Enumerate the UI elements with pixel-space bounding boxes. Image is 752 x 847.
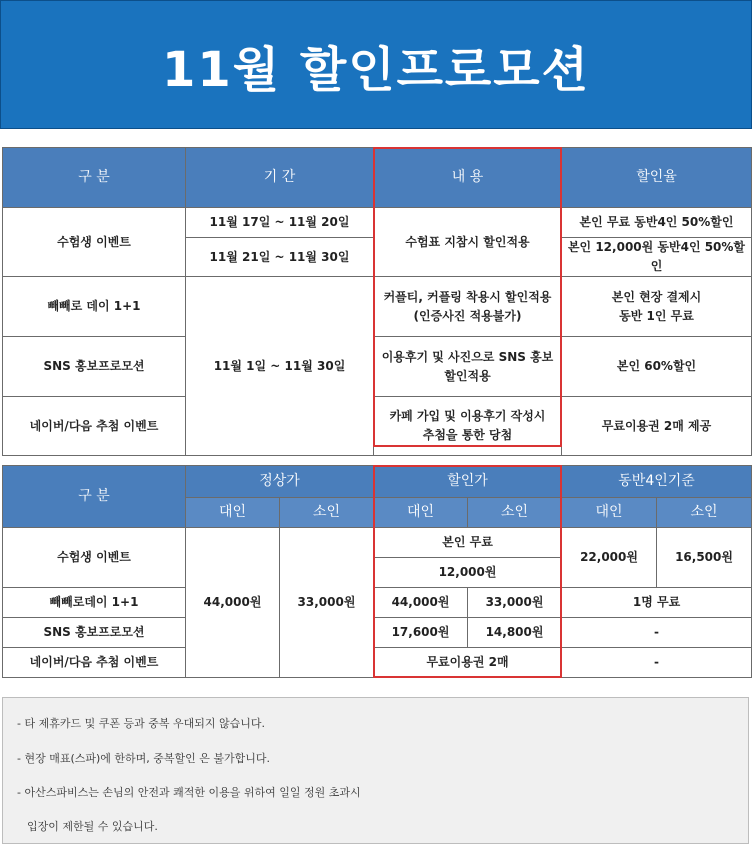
row-sns-label: SNS 홍보프로모션 xyxy=(3,337,186,397)
price-row-naver-label: 네이버/다음 추첨 이벤트 xyxy=(3,648,186,678)
row-sns-content xyxy=(374,337,562,397)
price-row-naver-group: - xyxy=(562,648,752,678)
header-regular-price: 정상가 xyxy=(186,466,374,498)
row-pepero-label: 빼빼로 데이 1+1 xyxy=(3,277,186,337)
header-regular-adult: 대인 xyxy=(186,498,280,528)
header-discount-adult: 대인 xyxy=(374,498,468,528)
price-row-pepero-label: 빼빼로데이 1+1 xyxy=(3,588,186,618)
row-exam-rate-b: 본인 12,000원 동반4인 50%할인 xyxy=(562,238,752,277)
header-rate: 할인율 xyxy=(562,148,752,208)
header-regular-child: 소인 xyxy=(280,498,374,528)
promotion-schedule-table xyxy=(2,147,752,456)
row-sns-content-line2: 할인적용 xyxy=(444,368,491,383)
row-sns-content-line1: 이용후기 및 사진으로 SNS 홍보 xyxy=(381,349,554,364)
row-sns-rate: 본인 60%할인 xyxy=(562,337,752,397)
price-row-sns-label: SNS 홍보프로모션 xyxy=(3,618,186,648)
price-row-exam-group-adult: 22,000원 xyxy=(562,528,657,588)
price-row-exam-discount-b: 12,000원 xyxy=(374,558,562,588)
row-pepero-rate-line2: 동반 1인 무료 xyxy=(619,308,694,323)
row-exam-label: 수험생 이벤트 xyxy=(3,208,186,277)
header-content: 내 용 xyxy=(374,148,562,208)
note-3: - 아산스파비스는 손님의 안전과 쾌적한 이용을 위하여 일일 정원 초과시 xyxy=(17,786,361,799)
header-discount-child: 소인 xyxy=(468,498,562,528)
page-title: 11월 할인프로모션 xyxy=(161,42,591,98)
price-table xyxy=(2,465,752,678)
row-naver-content-line2: 추첨을 통한 당첨 xyxy=(422,428,513,442)
price-row-sns-discount-child: 14,800원 xyxy=(468,618,562,648)
note-2: - 현장 매표(스파)에 한하며, 중복할인 은 불가합니다. xyxy=(17,752,271,765)
note-1: - 타 제휴카드 및 쿠폰 등과 중복 우대되지 않습니다. xyxy=(17,717,265,730)
row-pepero-content xyxy=(374,277,562,337)
header-period: 기 간 xyxy=(186,148,374,208)
row-pepero-content-line2: (인증사진 적용불가) xyxy=(413,308,522,323)
row-exam-content: 수험표 지참시 할인적용 xyxy=(374,208,562,277)
row-pepero-content-line1: 커플티, 커플링 착용시 할인적용 xyxy=(383,289,552,304)
price-row-exam-group-child: 16,500원 xyxy=(657,528,752,588)
regular-child-price: 33,000원 xyxy=(280,528,374,678)
header-group-adult: 대인 xyxy=(562,498,657,528)
row-naver-content xyxy=(374,397,562,456)
price-row-pepero-group: 1명 무료 xyxy=(562,588,752,618)
row-pepero-rate-line1: 본인 현장 결제시 xyxy=(611,289,702,304)
row-exam-rate-a: 본인 무료 동반4인 50%할인 xyxy=(562,208,752,238)
notes-box xyxy=(2,697,749,844)
row-pepero-rate xyxy=(562,277,752,337)
header-group-child: 소인 xyxy=(657,498,752,528)
row-naver-rate: 무료이용권 2매 제공 xyxy=(562,397,752,456)
price-row-exam-discount-a: 본인 무료 xyxy=(374,528,562,558)
row-naver-label: 네이버/다음 추첨 이벤트 xyxy=(3,397,186,456)
header-discount-price: 할인가 xyxy=(374,466,562,498)
row-exam-period-a: 11월 17일 ~ 11월 20일 xyxy=(186,208,374,238)
note-4: 입장이 제한될 수 있습니다. xyxy=(27,820,158,833)
header-category: 구 분 xyxy=(3,148,186,208)
row-exam-period-b: 11월 21일 ~ 11월 30일 xyxy=(186,238,374,277)
price-row-sns-discount-adult: 17,600원 xyxy=(374,618,468,648)
price-row-naver-discount: 무료이용권 2매 xyxy=(374,648,562,678)
header-group-basis: 동반4인기준 xyxy=(562,466,752,498)
price-row-pepero-discount-adult: 44,000원 xyxy=(374,588,468,618)
price-row-exam-label: 수험생 이벤트 xyxy=(3,528,186,588)
price-row-sns-group: - xyxy=(562,618,752,648)
regular-adult-price: 44,000원 xyxy=(186,528,280,678)
title-banner xyxy=(0,0,752,129)
price-row-pepero-discount-child: 33,000원 xyxy=(468,588,562,618)
row-naver-content-line1: 카페 가입 및 이용후기 작성시 xyxy=(389,409,546,423)
shared-period: 11월 1일 ~ 11월 30일 xyxy=(186,277,374,456)
header-category: 구 분 xyxy=(3,466,186,528)
